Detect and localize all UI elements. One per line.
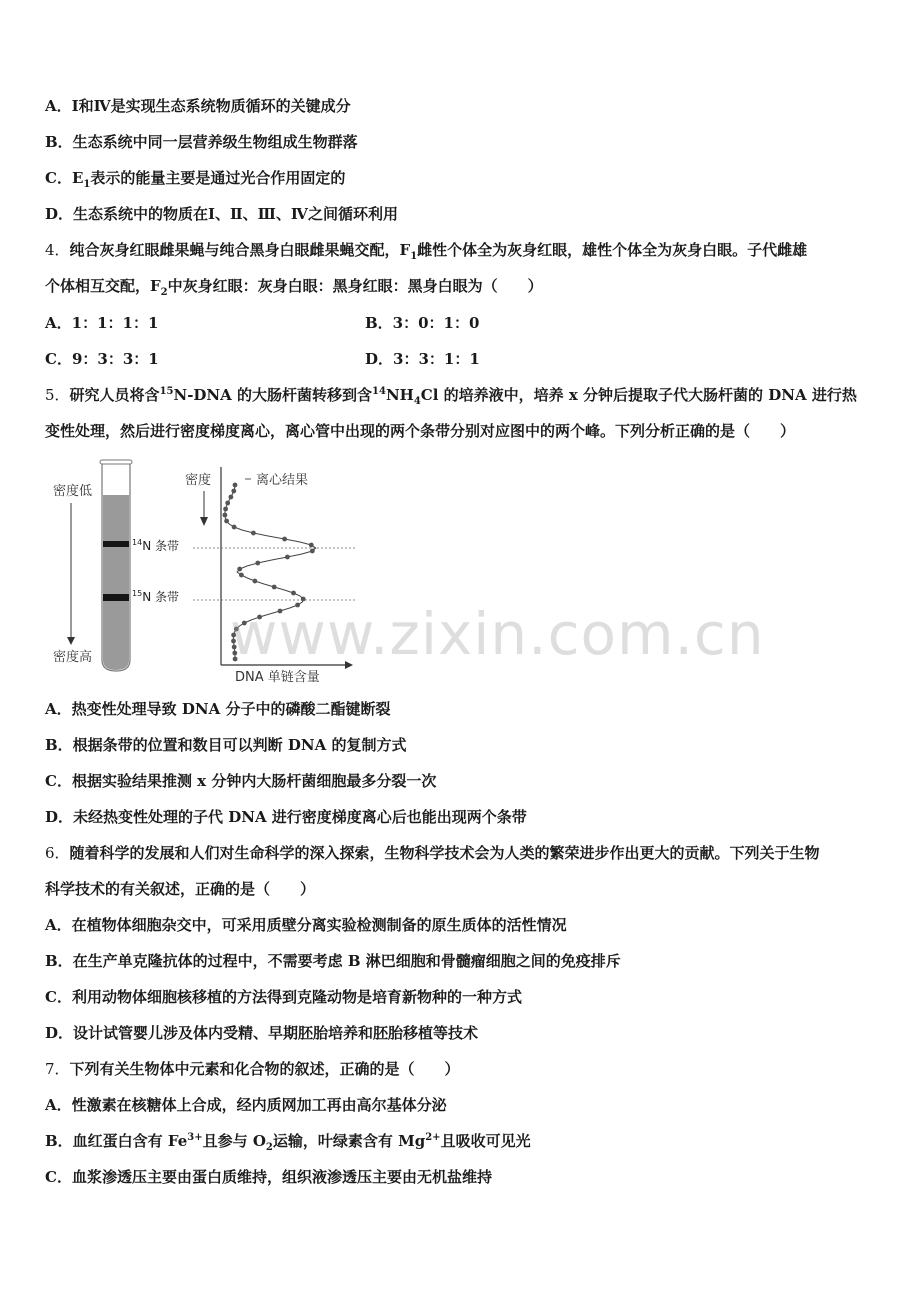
q6-option-a: A．在植物体细胞杂交中，可采用质壁分离实验检测制备的原生质体的活性情况 [45,916,567,934]
q4-option-a: A．1：1：1：1 [45,314,159,332]
curve-point [223,507,228,512]
q4-stem-line2: 个体相互交配，$F_2$中灰身红眼：灰身白眼：黑身红眼：黑身白眼为（ ） [45,277,543,298]
q6-option-c: C．利用动物体细胞核移植的方法得到克隆动物是培育新物种的一种方式 [45,988,522,1006]
q6-option-d: D．设计试管婴儿涉及体内受精、早期胚胎培养和胚胎移植等技术 [45,1024,479,1042]
q3-option-c: C．$E_1$表示的能量主要是通过光合作用固定的 [45,169,346,190]
q7-option-b: B．血红蛋白含有 $Fe^{3+}$且参与 $O_2$运输，叶绿素含有 $Mg^{2+}$且吸收可见光 [45,1132,531,1153]
q4-option-c: C．9：3：3：1 [45,350,159,368]
curve-point [291,591,296,596]
curve-point [272,585,277,590]
q5-option-d: D．未经热变性处理的子代 DNA 进行密度梯度离心后也能出现两个条带 [45,808,527,826]
curve-point [231,489,236,494]
q4-stem-line1: 4．纯合灰身红眼雌果蝇与纯合黑身白眼雌果蝇交配，$F_1$雌性个体全为灰身红眼，雄性个体全为灰身白眼。子代雌雄 [45,241,808,262]
q6-option-b: B．在生产单克隆抗体的过程中，不需要考虑 B 淋巴细胞和骨髓瘤细胞之间的免疫排斥 [45,952,621,970]
band-15n [103,594,129,601]
q5-option-a: A．热变性处理导致 DNA 分子中的磷酸二酯键断裂 [45,700,391,718]
q5-option-c: C．根据实验结果推测 x 分钟内大肠杆菌细胞最多分裂一次 [45,772,437,790]
curve-point [239,573,244,578]
legend-label: 离心结果 [256,473,309,488]
density-axis-label: 密度 [185,473,212,488]
q4-option-d: D．3：3：1：1 [365,350,480,368]
curve-point [285,555,290,560]
curve-point [282,537,287,542]
q6-stem-line1: 6．随着科学的发展和人们对生命科学的深入探索，生物科学技术会为人类的繁荣进步作出更大的贡献。下列关于生物 [45,844,820,862]
arrow-down-icon [200,517,208,526]
watermark: www.zixin.com.cn [230,600,765,668]
band-14n [103,541,129,547]
q6-stem-line2: 科学技术的有关叙述，正确的是（ ） [45,880,316,898]
band-15n-label: $^{15}$N 条带 [132,589,179,604]
q5-option-b: B．根据条带的位置和数目可以判断 DNA 的复制方式 [45,736,407,754]
curve-point [224,519,229,524]
curve-point [255,561,260,566]
x-axis-label: DNA 单链含量 [235,670,320,685]
curve-point [310,549,315,554]
curve-point [233,483,238,488]
curve-point [223,513,228,518]
curve-point [253,579,258,584]
curve-point [309,543,314,548]
q3-option-b: B．生态系统中同一层营养级生物组成生物群落 [45,133,358,151]
q4-option-b: B．3：0：1：0 [365,314,480,332]
q5-stem-line1: 5．研究人员将含$^{15}$N-DNA 的大肠杆菌转移到含$^{14}NH_4Cl$ 的培养液中，培养 x 分钟后提取子代大肠杆菌的 DNA 进行热 [45,386,857,407]
arrow-down-icon [67,637,75,645]
q7-option-c: C．血浆渗透压主要由蛋白质维持，组织液渗透压主要由无机盐维持 [45,1168,492,1186]
centrifuge-tube [100,460,132,671]
curve-point [251,531,256,536]
q5-stem-line2: 变性处理，然后进行密度梯度离心，离心管中出现的两个条带分别对应图中的两个峰。下列分析正确的是（ ） [45,422,796,440]
curve-point [232,525,237,530]
low-density-label: 密度低 [53,484,93,499]
q3-option-d: D．生态系统中的物质在Ⅰ、Ⅱ、Ⅲ、Ⅳ之间循环利用 [45,205,398,223]
band-14n-label: $^{14}$N 条带 [132,538,179,553]
q3-option-a: A．Ⅰ和Ⅳ是实现生态系统物质循环的关键成分 [45,97,351,115]
high-density-label: 密度高 [53,650,93,665]
curve-point [225,501,230,506]
q7-option-a: A．性激素在核糖体上合成，经内质网加工再由高尔基体分泌 [45,1096,447,1114]
q7-stem: 7．下列有关生物体中元素和化合物的叙述，正确的是（ ） [45,1060,460,1078]
curve-point [237,567,242,572]
curve-point [229,495,234,500]
